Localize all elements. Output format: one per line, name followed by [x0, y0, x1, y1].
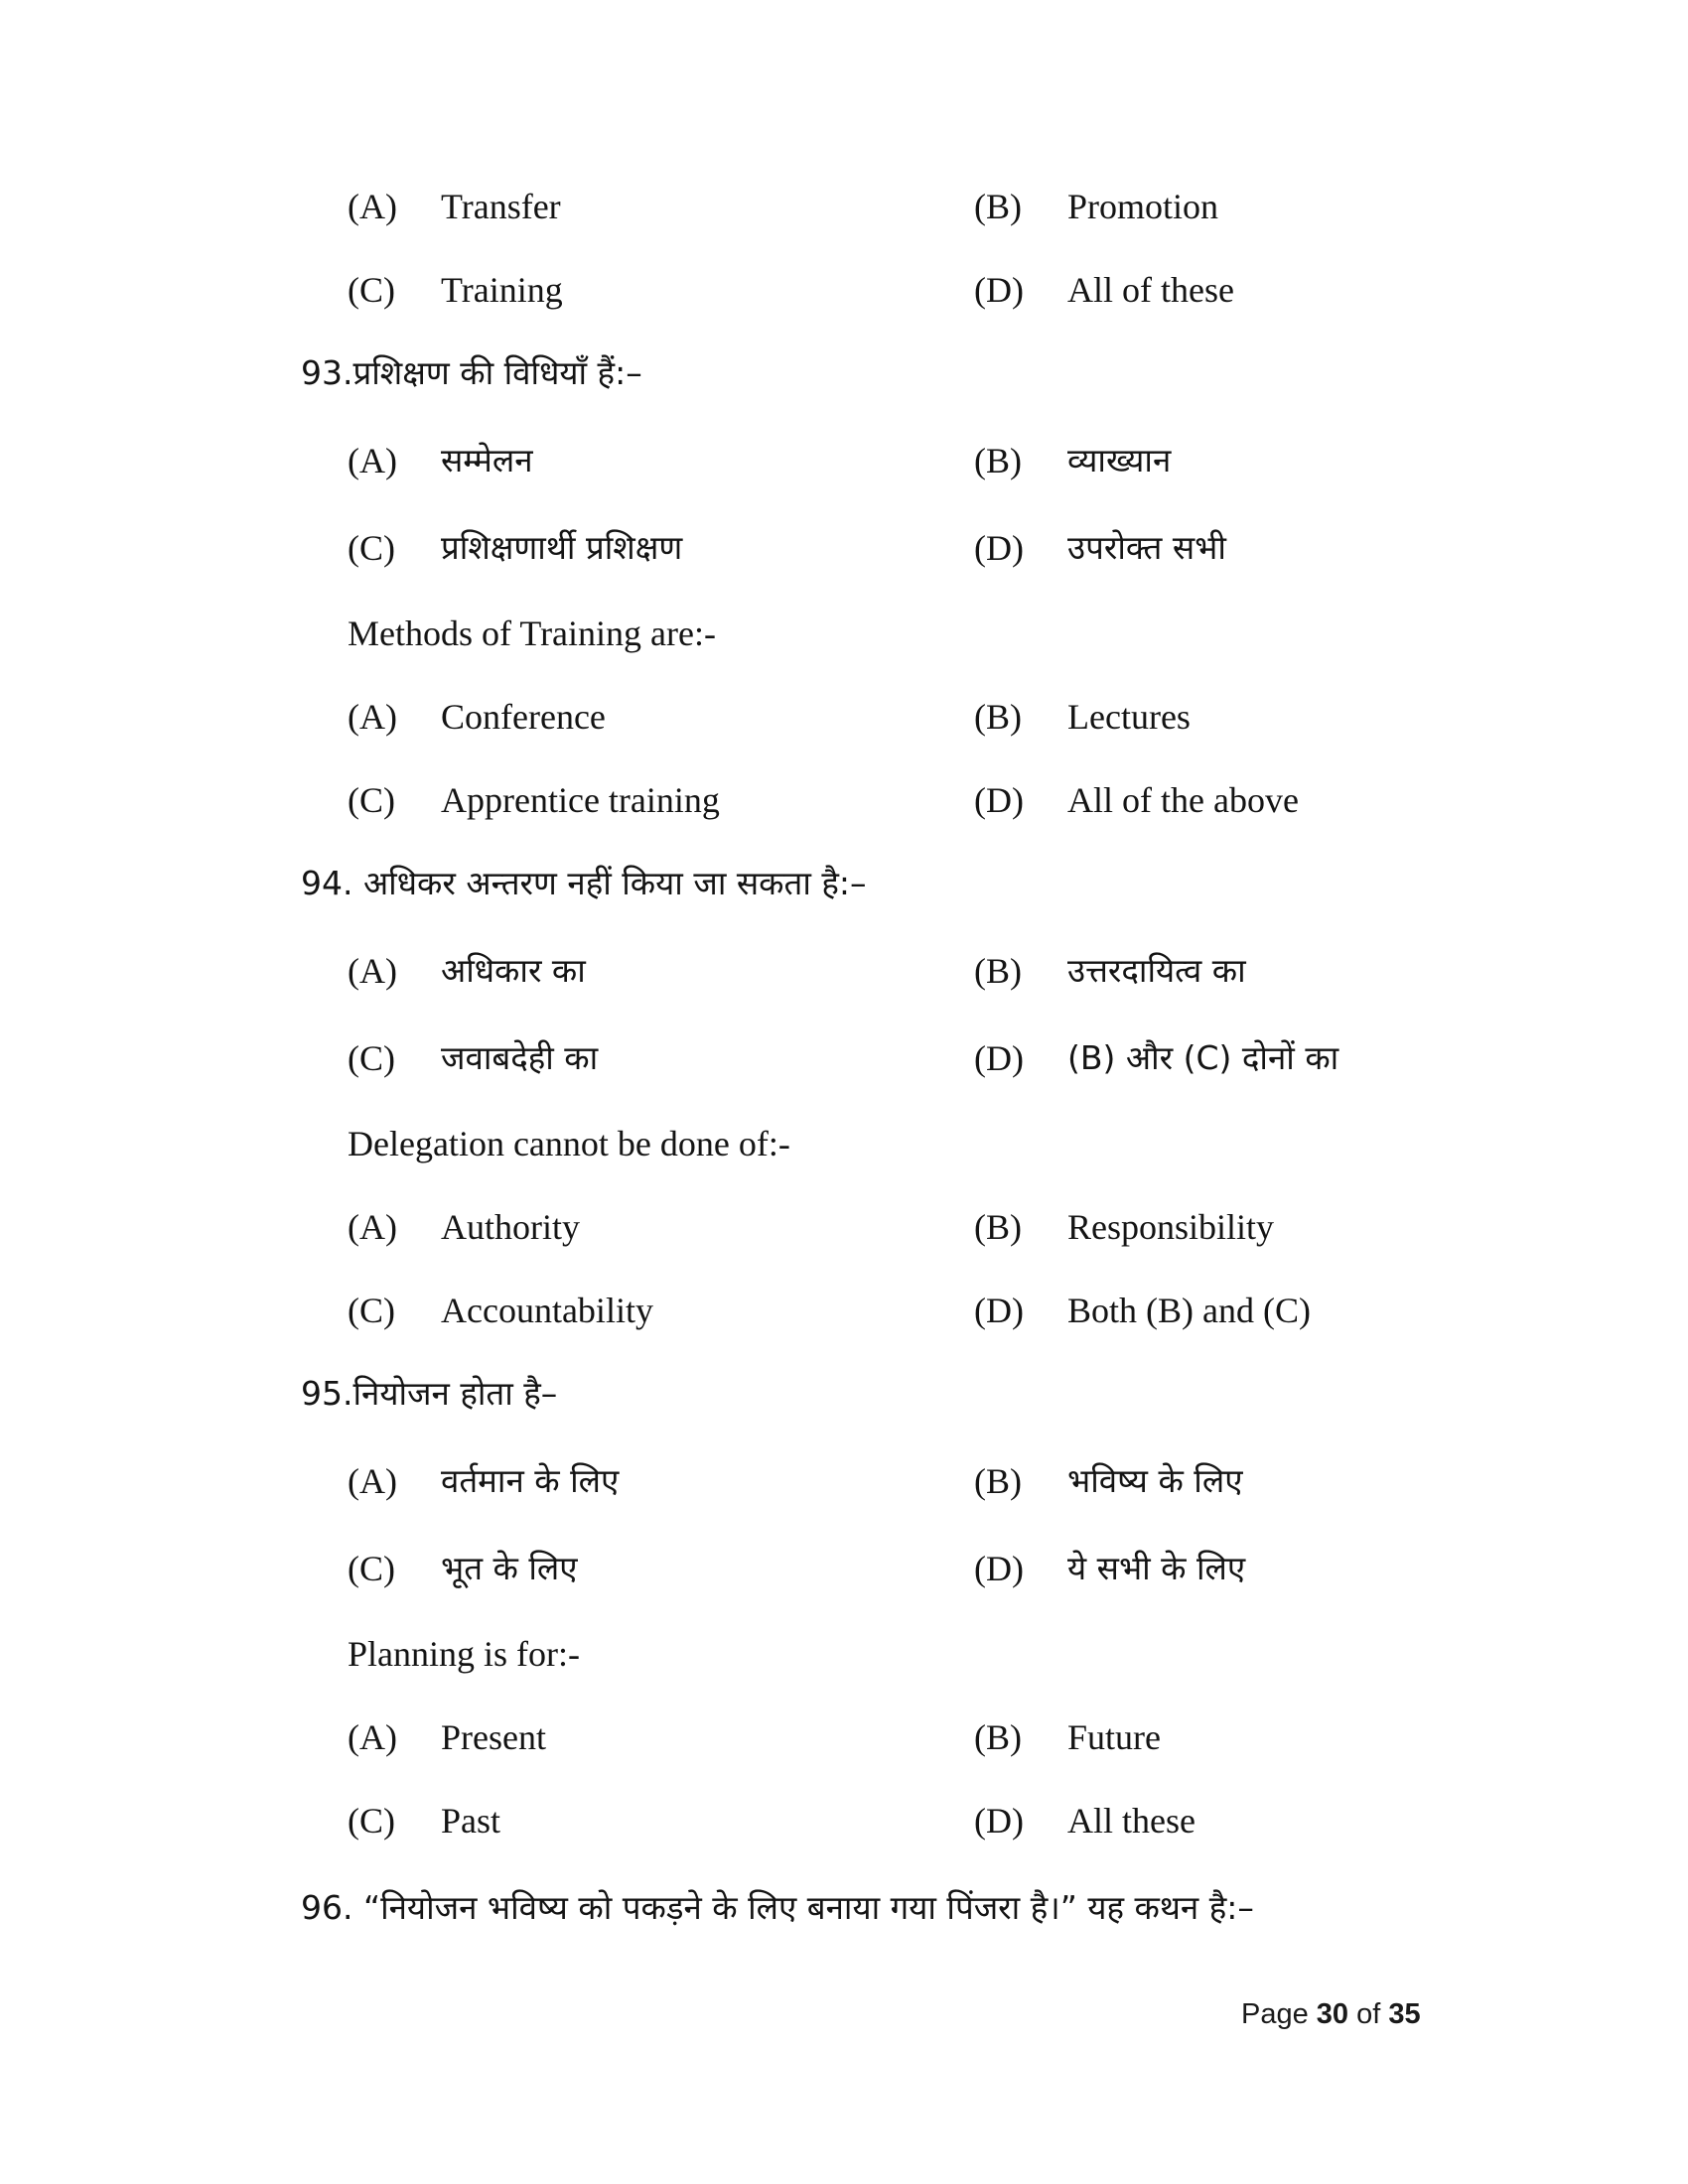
option-text: अधिकार का [441, 951, 586, 990]
option-label: (A) [348, 697, 397, 737]
page-prefix: Page [1241, 1998, 1309, 2030]
page-number [1241, 1998, 1421, 2031]
option-label: (A) [348, 1207, 397, 1247]
option-text: वर्तमान के लिए [441, 1461, 620, 1500]
option-text: जवाबदेही का [441, 1038, 599, 1077]
option-label: (C) [348, 1038, 395, 1078]
option-text: All these [1067, 1801, 1196, 1841]
option-text: Both (B) and (C) [1067, 1291, 1311, 1330]
option-label: (B) [974, 441, 1022, 480]
option-text: Accountability [441, 1291, 653, 1330]
option-label: (D) [974, 780, 1024, 820]
option-label: (D) [974, 528, 1024, 568]
option-label: (A) [348, 187, 397, 226]
option-label: (B) [974, 187, 1022, 226]
option-label: (C) [348, 1291, 395, 1330]
current-page: 30 [1316, 1998, 1349, 2030]
question-stem-english: Delegation cannot be done of:- [348, 1124, 790, 1163]
option-text: प्रशिक्षणार्थी प्रशिक्षण [441, 528, 683, 567]
option-text: भविष्य के लिए [1067, 1461, 1243, 1500]
question-stem-english: Planning is for:- [348, 1634, 580, 1674]
option-label: (A) [348, 1461, 397, 1501]
option-text: व्याख्यान [1067, 441, 1172, 479]
option-label: (B) [974, 697, 1022, 737]
option-label: (C) [348, 1801, 395, 1841]
option-label: (A) [348, 1717, 397, 1757]
option-text: Past [441, 1801, 501, 1841]
question-stem-hindi: 93.प्रशिक्षण की विधियाँ हैं:– [301, 353, 642, 392]
option-label: (C) [348, 270, 395, 310]
option-label: (D) [974, 270, 1024, 310]
option-text: Transfer [441, 187, 561, 226]
option-label: (C) [348, 528, 395, 568]
option-text: Apprentice training [441, 780, 720, 820]
option-label: (A) [348, 441, 397, 480]
option-text: Present [441, 1717, 546, 1757]
option-text: Authority [441, 1207, 580, 1247]
question-stem-hindi: 96. “नियोजन भविष्य को पकड़ने के लिए बनाया गया पिंजरा है।” यह कथन है:– [301, 1888, 1254, 1927]
option-label: (D) [974, 1291, 1024, 1330]
option-text: Promotion [1067, 187, 1219, 226]
option-text: सम्मेलन [441, 441, 533, 479]
option-text: Lectures [1067, 697, 1191, 737]
option-text: ये सभी के लिए [1067, 1549, 1246, 1587]
option-label: (D) [974, 1801, 1024, 1841]
option-label: (B) [974, 1461, 1022, 1501]
option-text: All of the above [1067, 780, 1299, 820]
option-label: (D) [974, 1038, 1024, 1078]
option-text: Future [1067, 1717, 1161, 1757]
option-label: (D) [974, 1549, 1024, 1588]
option-label: (B) [974, 951, 1022, 991]
option-text: Conference [441, 697, 606, 737]
option-label: (C) [348, 780, 395, 820]
option-label: (B) [974, 1717, 1022, 1757]
question-stem-english: Methods of Training are:- [348, 614, 716, 653]
total-pages: 35 [1388, 1998, 1421, 2030]
page-of: of [1356, 1998, 1381, 2030]
option-text: उपरोक्त सभी [1067, 528, 1226, 567]
option-text: Responsibility [1067, 1207, 1275, 1247]
option-label: (A) [348, 951, 397, 991]
option-label: (C) [348, 1549, 395, 1588]
option-text: Training [441, 270, 563, 310]
option-label: (B) [974, 1207, 1022, 1247]
option-text: (B) और (C) दोनों का [1067, 1038, 1339, 1077]
option-text: भूत के लिए [441, 1549, 578, 1587]
question-stem-hindi: 94. अधिकर अन्तरण नहीं किया जा सकता है:– [301, 864, 867, 902]
option-text: उत्तरदायित्व का [1067, 951, 1246, 990]
question-stem-hindi: 95.नियोजन होता है– [301, 1374, 558, 1413]
option-text: All of these [1067, 270, 1234, 310]
